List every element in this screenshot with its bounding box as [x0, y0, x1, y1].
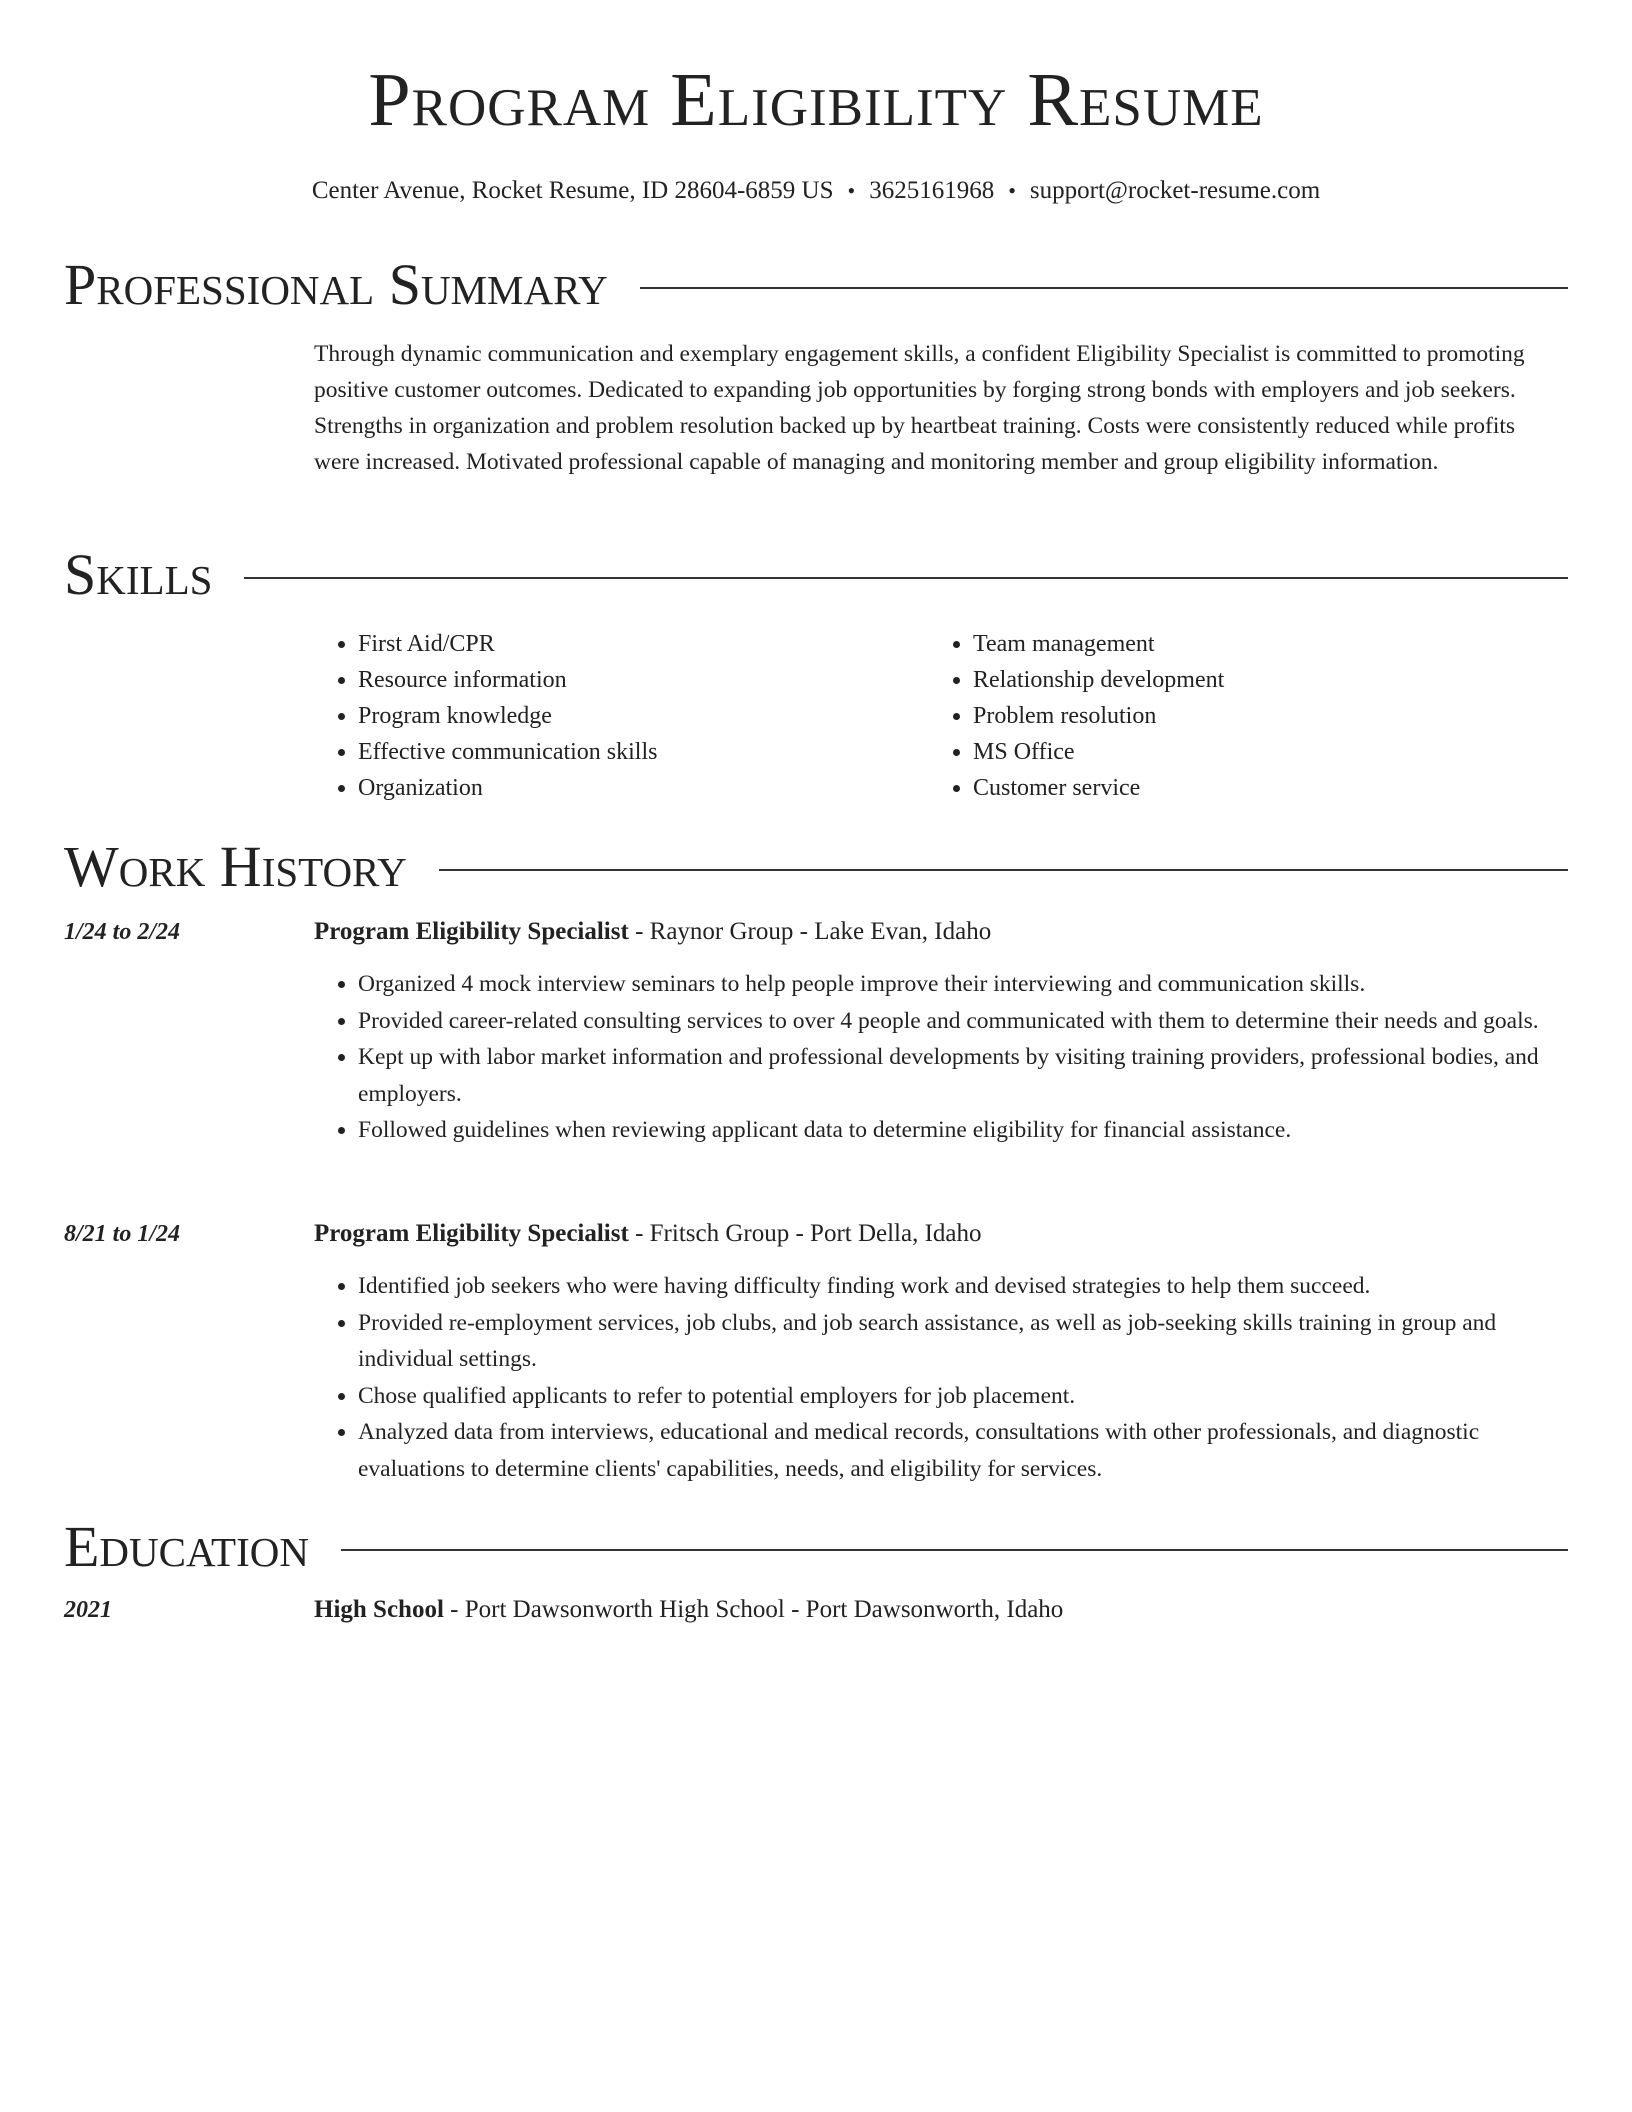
education-degree: High School — [314, 1596, 444, 1623]
education-details: - Port Dawsonworth High School - Port Dawsonworth, Idaho — [443, 1596, 1064, 1623]
job-dates: 8/21 to 1/24 — [64, 1221, 181, 1247]
contact-line — [0, 176, 1632, 206]
skill-item: • Team management — [973, 626, 1544, 662]
job-bullet: • Followed guidelines when reviewing applicant data to determine eligibility for financial assistance. — [358, 1112, 1544, 1149]
resume-title: Program Eligibility Resume — [368, 58, 1264, 142]
skills-column-right — [929, 626, 1544, 806]
job-title-line — [314, 1216, 982, 1252]
education-title-line — [314, 1592, 1063, 1628]
job-bullets — [314, 966, 1544, 1149]
job-title-line — [314, 914, 991, 950]
skills-heading: Skills — [64, 542, 213, 607]
skill-item: • First Aid/CPR — [358, 626, 929, 662]
education-heading: Education — [64, 1514, 309, 1579]
job-bullet: • Analyzed data from interviews, educational and medical records, consultations with other professionals, and diagnostic evaluations to determine clients' capabilities, needs, and eligibility for services. — [358, 1414, 1544, 1487]
section-divider — [439, 869, 1568, 871]
summary-text: Through dynamic communication and exemplary engagement skills, a confident Eligibility Specialist is committed to promoting positive customer outcomes. Dedicated to expanding job opportunities by forging strong bonds with employers and job seekers. Strengths in organization and problem resolution backed up by heartbeat training. Costs were consistently reduced while profits were increased. Motivated professional capable of managing and monitoring member and group eligibility information. — [314, 341, 1525, 475]
section-divider — [244, 577, 1568, 579]
job-bullet: • Chose qualified applicants to refer to potential employers for job placement. — [358, 1378, 1544, 1415]
skill-item: • Customer service — [973, 770, 1544, 806]
contact-address: Center Avenue, Rocket Resume, ID 28604-6859 US — [311, 177, 834, 204]
job-bullet: • Kept up with labor market information and professional developments by visiting training providers, professional bodies, and employers. — [358, 1039, 1544, 1112]
skill-item: • MS Office — [973, 734, 1544, 770]
job-title: Program Eligibility Specialist — [314, 1220, 629, 1247]
contact-phone: 3625161968 — [869, 177, 995, 204]
job-dates: 1/24 to 2/24 — [64, 919, 181, 945]
skills-section-header — [64, 542, 1568, 607]
job-bullet: • Organized 4 mock interview seminars to help people improve their interviewing and communication skills. — [358, 966, 1544, 1003]
summary-heading: Professional Summary — [64, 252, 608, 317]
skills-column-left — [314, 626, 929, 806]
skill-item: • Problem resolution — [973, 698, 1544, 734]
education-year: 2021 — [64, 1597, 112, 1623]
contact-separator: • — [1008, 178, 1016, 203]
job-details: - Raynor Group - Lake Evan, Idaho — [628, 918, 992, 945]
work-section-header — [64, 834, 1568, 899]
skill-item: • Relationship development — [973, 662, 1544, 698]
contact-email: support@rocket-resume.com — [1029, 177, 1321, 204]
job-bullet: • Provided re-employment services, job clubs, and job search assistance, as well as job-seeking skills training in group and individual settings. — [358, 1305, 1544, 1378]
skill-item: • Organization — [358, 770, 929, 806]
job-bullet: • Provided career-related consulting services to over 4 people and communicated with them to determine their needs and goals. — [358, 1003, 1544, 1040]
education-section-header — [64, 1514, 1568, 1579]
job-title: Program Eligibility Specialist — [314, 918, 629, 945]
skill-item: • Program knowledge — [358, 698, 929, 734]
section-divider — [341, 1549, 1568, 1551]
section-divider — [640, 287, 1568, 289]
summary-section-header — [64, 252, 1568, 317]
skill-item: • Effective communication skills — [358, 734, 929, 770]
job-bullets — [314, 1268, 1544, 1487]
skills-list — [314, 626, 1544, 806]
skill-item: • Resource information — [358, 662, 929, 698]
contact-separator: • — [847, 178, 856, 203]
job-bullet: • Identified job seekers who were having difficulty finding work and devised strategies to help them succeed. — [358, 1268, 1544, 1305]
job-details: - Fritsch Group - Port Della, Idaho — [628, 1220, 982, 1247]
work-heading: Work History — [64, 834, 407, 899]
